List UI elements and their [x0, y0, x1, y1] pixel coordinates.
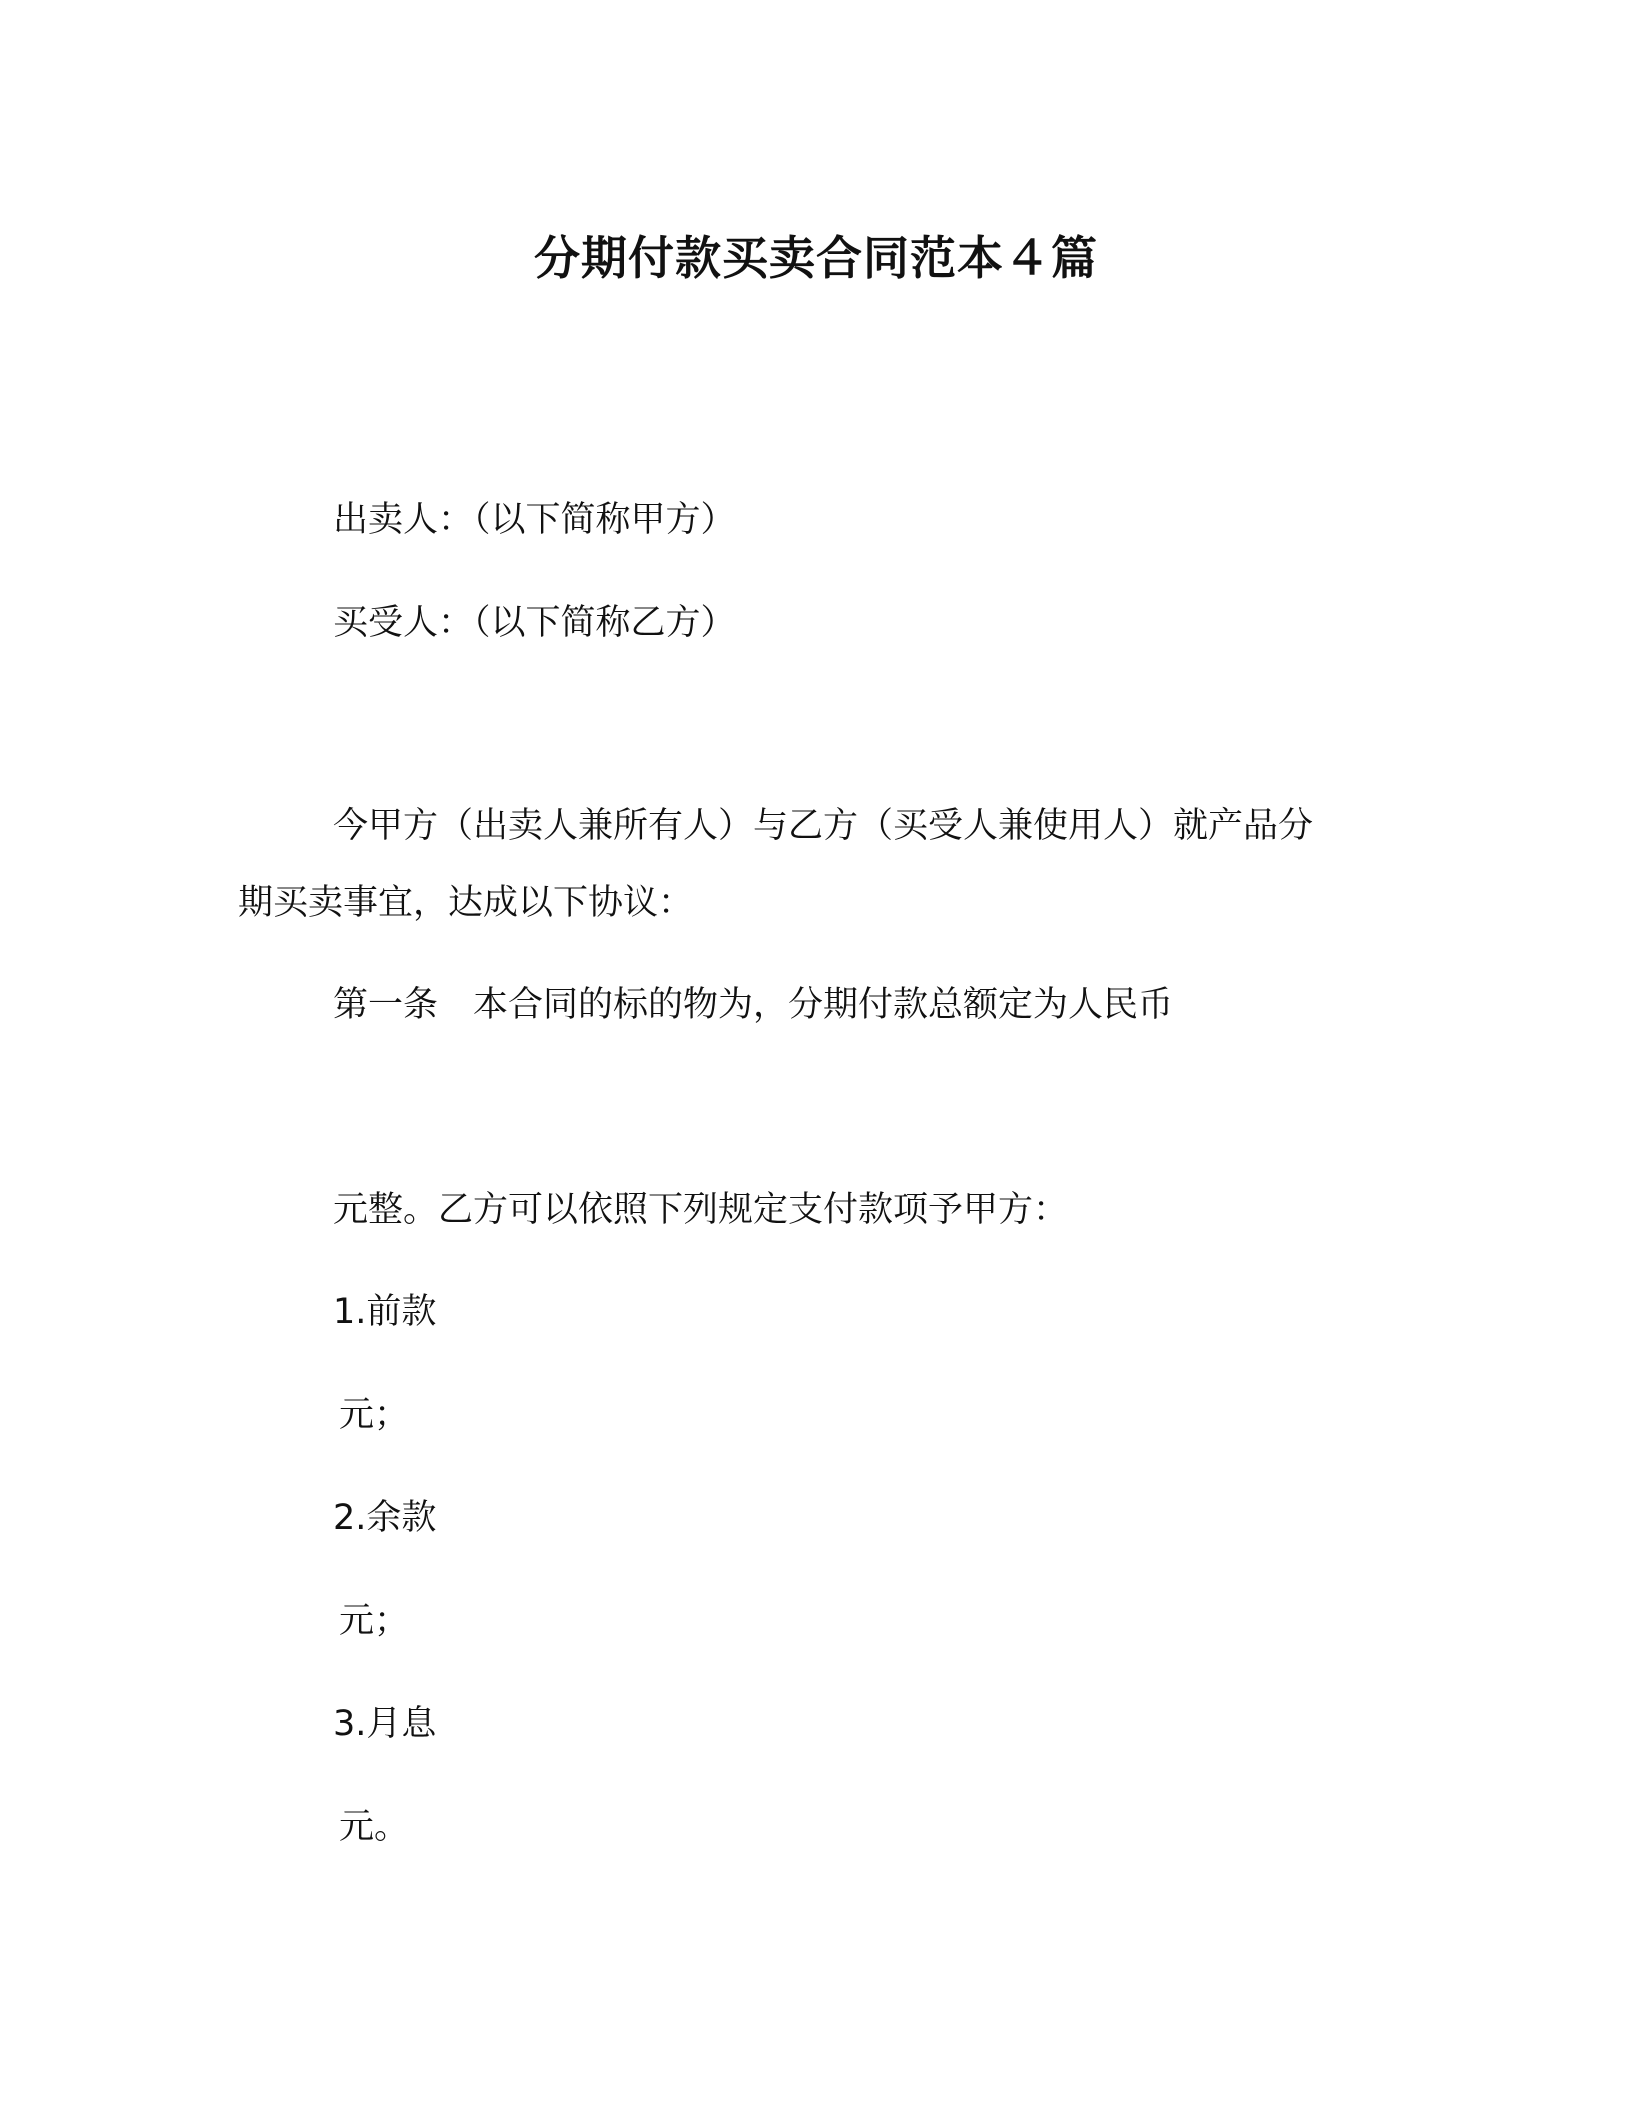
item-1-label: 1.前款: [333, 1292, 437, 1332]
item-2-unit: 元；: [339, 1601, 410, 1641]
intro-paragraph-line-1: 今甲方（出卖人兼所有人）与乙方（买受人兼使用人）就产品分: [333, 806, 1314, 846]
buyer-line: 买受人：（以下简称乙方）: [333, 603, 736, 643]
document-title: 分期付款买卖合同范本４篇: [534, 231, 1098, 285]
item-2-label: 2.余款: [333, 1498, 437, 1538]
article-1-line-2: 元整。乙方可以依照下列规定支付款项予甲方：: [333, 1190, 1069, 1230]
item-3-unit: 元。: [339, 1807, 410, 1847]
intro-paragraph-line-2: 期买卖事宜，达成以下协议：: [238, 883, 694, 923]
seller-line: 出卖人：（以下简称甲方）: [333, 500, 736, 540]
article-1-line-1: 第一条 本合同的标的物为，分期付款总额定为人民币: [333, 985, 1174, 1025]
item-1-unit: 元；: [339, 1395, 410, 1435]
item-3-label: 3.月息: [333, 1704, 437, 1744]
